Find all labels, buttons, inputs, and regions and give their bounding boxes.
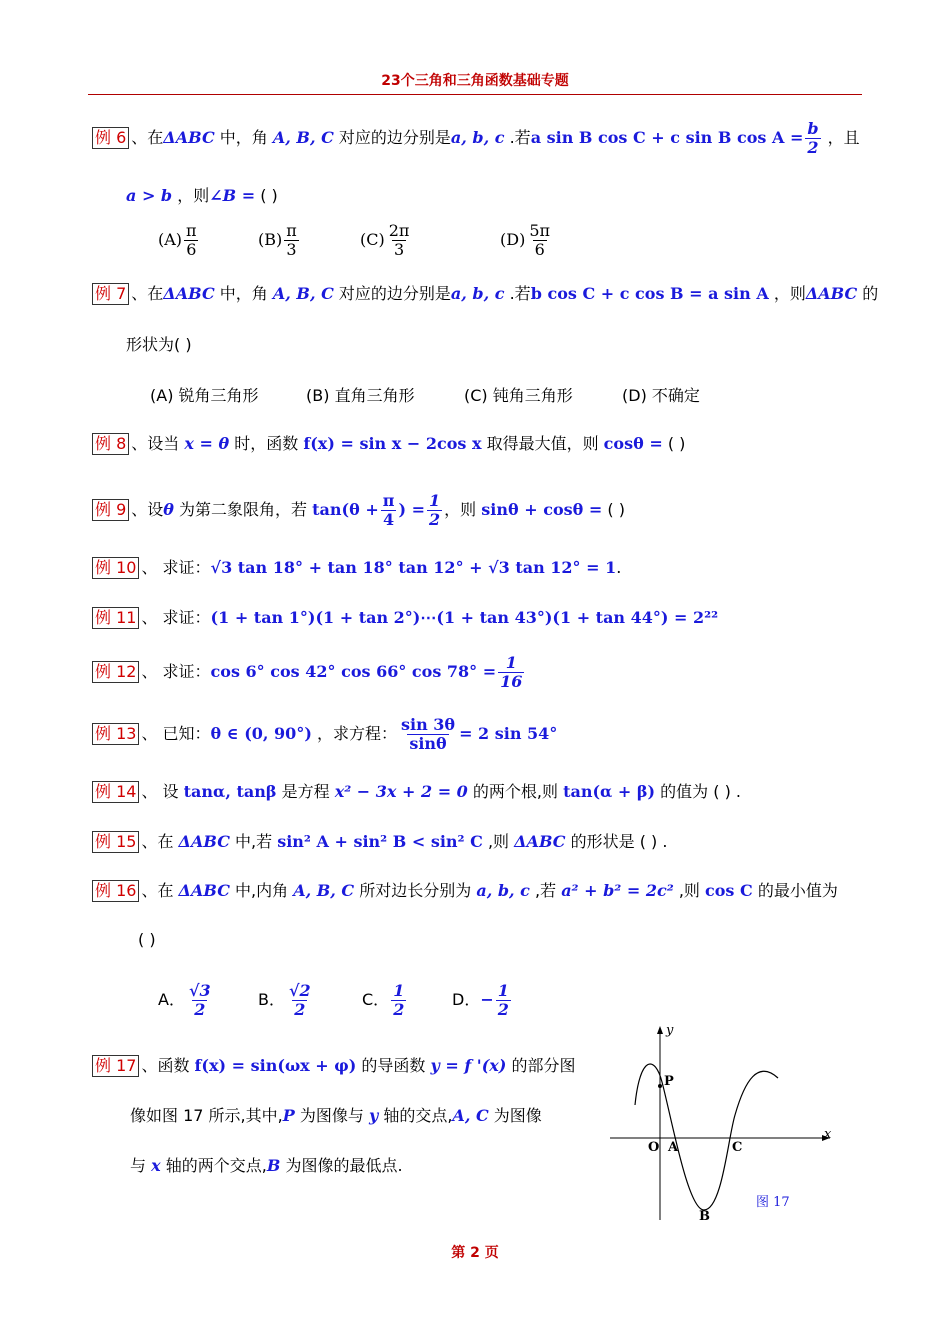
math: ΔABC	[163, 128, 215, 147]
text: 中,内角	[229, 881, 294, 900]
option-c	[362, 982, 408, 1019]
text: 中,若	[229, 832, 278, 851]
denominator: 6	[186, 240, 197, 259]
math: a, b, c	[450, 284, 505, 303]
math: B	[266, 1156, 281, 1175]
option-d	[622, 383, 700, 406]
point-p	[658, 1084, 662, 1088]
math: θ ∈ (0, 90°)	[210, 724, 312, 743]
example-7	[92, 282, 878, 306]
text: 、在	[141, 881, 179, 900]
text: 、 已知：	[141, 724, 211, 743]
text: 所对边长分别为	[354, 881, 477, 900]
denominator: 2	[429, 510, 441, 529]
numerator: 1	[497, 981, 509, 1000]
text: 、在	[131, 128, 164, 147]
numerator: 5π	[529, 221, 551, 240]
text: 的形状是 ( ) .	[565, 832, 668, 851]
fraction	[387, 222, 412, 259]
denominator: 2	[194, 1000, 206, 1019]
math: A, B, C	[272, 128, 334, 147]
label-y-axis: y	[666, 1023, 674, 1038]
option-key: A．	[158, 990, 185, 1009]
option-text: 锐角三角形	[178, 386, 259, 405]
answer-blank: ( )	[255, 186, 278, 205]
math-expression: cos 6° cos 42° cos 66° cos 78° =	[210, 662, 497, 681]
example-17	[92, 1054, 575, 1078]
example-label: 例 16	[92, 880, 139, 902]
text: 是方程	[276, 782, 335, 801]
text: 为图像的最低点.	[280, 1156, 403, 1175]
page-footer: 第 2 页	[451, 1245, 499, 1261]
option-text: 直角三角形	[334, 386, 415, 405]
text: ，则	[444, 500, 482, 519]
example-label: 例 14	[92, 781, 139, 803]
math: θ	[163, 500, 174, 519]
figure-17	[600, 1020, 840, 1225]
numerator: √3	[188, 981, 211, 1000]
fraction	[805, 120, 820, 157]
math-expression: tan(θ +	[312, 500, 379, 519]
numerator: sin 3θ	[400, 715, 456, 734]
example-16	[92, 879, 838, 903]
math: cos C	[705, 881, 753, 900]
figure-caption: 图 17	[756, 1195, 790, 1210]
numerator: π	[186, 221, 197, 240]
math: ΔABC	[514, 832, 566, 851]
math: A, B, C	[293, 881, 355, 900]
text: 为图像与	[294, 1106, 369, 1125]
text: 取得最大值，则	[481, 434, 604, 453]
example-6	[92, 120, 860, 157]
fraction	[287, 982, 313, 1019]
derivative-curve	[635, 1064, 778, 1210]
math: ∠B =	[209, 186, 256, 205]
text: 、 求证：	[141, 662, 211, 681]
math-expression: sin² A + sin² B < sin² C	[277, 832, 483, 851]
fraction	[527, 222, 552, 259]
option-b	[306, 383, 415, 406]
option-c	[464, 383, 573, 406]
numerator: 1	[505, 653, 517, 672]
example-label: 例 10	[92, 557, 139, 579]
denominator: 2	[807, 138, 819, 157]
option-key: (A)	[150, 386, 174, 405]
option-a	[158, 982, 215, 1019]
example-9	[92, 492, 625, 529]
text: 的值为 ( ) .	[655, 782, 742, 801]
denominator: 2	[497, 1000, 509, 1019]
fraction	[391, 982, 406, 1019]
option-key: (C)	[360, 230, 385, 249]
math-expression: a sin B cos C + c sin B cos A =	[530, 128, 804, 147]
text: 轴的交点,	[378, 1106, 453, 1125]
text: 的两个根,则	[467, 782, 564, 801]
option-key: (D)	[500, 230, 526, 249]
denominator: 3	[286, 240, 297, 259]
label-a: A	[668, 1140, 679, 1155]
example-12	[92, 654, 526, 691]
label-x-axis: x	[824, 1127, 832, 1142]
example-16-answer-blank: ( )	[138, 930, 156, 949]
example-11	[92, 606, 718, 630]
option-key: (B)	[306, 386, 330, 405]
text: 为第二象限角，若	[173, 500, 313, 519]
numerator: π	[382, 491, 395, 510]
denominator: 2	[294, 1000, 306, 1019]
text: 中，角	[214, 128, 273, 147]
label-p: P	[664, 1074, 674, 1089]
text: 与	[130, 1156, 152, 1175]
label-b: B	[699, 1209, 710, 1224]
answer-blank: ( )	[662, 434, 686, 453]
math: x	[151, 1156, 161, 1175]
math: tanα, tanβ	[183, 782, 277, 801]
example-6-line-2	[126, 184, 278, 208]
option-d	[500, 222, 554, 259]
numerator: π	[286, 221, 297, 240]
option-d	[452, 982, 513, 1019]
option-b	[258, 982, 315, 1019]
example-15	[92, 830, 667, 854]
option-text: 不确定	[651, 386, 700, 405]
option-c	[360, 222, 413, 259]
example-label: 例 11	[92, 607, 139, 629]
numerator: 1	[429, 491, 441, 510]
text: ,则	[673, 881, 705, 900]
option-key: (A)	[158, 230, 183, 249]
text: 、 求证：	[141, 608, 211, 627]
page-header: 23个三角和三角函数基础专题	[381, 73, 569, 89]
header-divider	[88, 94, 862, 95]
example-label: 例 9	[92, 499, 129, 521]
fraction	[399, 716, 457, 753]
text: 、在	[141, 832, 179, 851]
option-b	[258, 222, 301, 259]
denominator: 4	[383, 510, 395, 529]
fraction	[184, 222, 199, 259]
option-key: C．	[362, 990, 390, 1009]
math-expression: f(x) = sin(ωx + φ)	[194, 1056, 357, 1075]
example-14	[92, 780, 741, 804]
denominator: 6	[534, 240, 545, 259]
math-expression: b cos C + c cos B = a sin A	[530, 284, 769, 303]
math: cosθ =	[603, 434, 663, 453]
option-a	[150, 383, 259, 406]
fraction	[427, 492, 442, 529]
math: a, b, c	[476, 881, 530, 900]
math: a > b	[126, 186, 173, 205]
option-key: (B)	[258, 230, 283, 249]
example-17-line-3	[130, 1154, 403, 1178]
text: 、函数	[141, 1056, 195, 1075]
example-label: 例 8	[92, 433, 129, 455]
fraction	[284, 222, 299, 259]
text: 为图像	[488, 1106, 542, 1125]
text: 、 求证：	[141, 558, 211, 577]
math-expression: f(x) = sin x − 2cos x	[303, 434, 482, 453]
example-8	[92, 432, 685, 456]
sign: −	[480, 990, 494, 1009]
option-a	[158, 222, 201, 259]
text: ，则	[172, 186, 210, 205]
numerator: 2π	[388, 221, 410, 240]
text: ,则	[482, 832, 515, 851]
text: ，求方程：	[311, 724, 397, 743]
example-label: 例 7	[92, 283, 129, 305]
denominator: sinθ	[409, 734, 447, 753]
text: 像如图 17 所示,其中,	[130, 1106, 283, 1125]
text: 对应的边分别是	[333, 284, 451, 303]
option-key: (D)	[622, 386, 647, 405]
text: 的部分图	[506, 1056, 576, 1075]
text: .若	[504, 284, 531, 303]
text: 的最小值为	[752, 881, 838, 900]
text: 中，角	[214, 284, 273, 303]
math-expression: a² + b² = 2c²	[561, 881, 674, 900]
math: A, B, C	[272, 284, 334, 303]
math: P	[282, 1106, 295, 1125]
math: sinθ + cosθ =	[481, 500, 603, 519]
math: x = θ	[184, 434, 230, 453]
math-expression: √3 tan 18° + tan 18° tan 12° + √3 tan 12° = 1	[210, 558, 617, 577]
text: 、设当	[131, 434, 185, 453]
denominator: 16	[500, 672, 523, 691]
option-text: 钝角三角形	[492, 386, 573, 405]
numerator: 1	[393, 981, 405, 1000]
y-axis-arrow-icon	[657, 1026, 663, 1034]
answer-blank: ( )	[602, 500, 625, 519]
text: ,若	[529, 881, 562, 900]
text: .	[616, 558, 622, 577]
text: ，则	[768, 284, 806, 303]
math-expression: (1 + tan 1°)(1 + tan 2°)⋯(1 + tan 43°)(1 + tan 44°) = 2²²	[210, 608, 719, 627]
math: tan(α + β)	[563, 782, 656, 801]
option-key: (C)	[464, 386, 488, 405]
text: 、设	[131, 500, 164, 519]
math: y	[368, 1106, 379, 1125]
math: a, b, c	[450, 128, 505, 147]
fraction	[381, 492, 397, 529]
label-origin: O	[648, 1140, 660, 1155]
example-label: 例 6	[92, 127, 129, 149]
example-label: 例 13	[92, 723, 139, 745]
option-key: D．	[452, 990, 481, 1009]
math-expression: ) =	[398, 500, 426, 519]
example-label: 例 15	[92, 831, 139, 853]
text: .若	[504, 128, 531, 147]
math: ΔABC	[178, 832, 230, 851]
text: 的	[857, 284, 879, 303]
denominator: 3	[393, 240, 405, 259]
math: ΔABC	[805, 284, 858, 303]
fraction	[498, 654, 524, 691]
math: A, C	[452, 1106, 489, 1125]
fraction	[496, 982, 511, 1019]
denominator: 2	[393, 1000, 405, 1019]
example-17-line-2	[130, 1104, 542, 1128]
math-expression: = 2 sin 54°	[459, 724, 558, 743]
math: ΔABC	[163, 284, 215, 303]
fraction	[187, 982, 213, 1019]
example-10	[92, 556, 621, 580]
text: ，且	[822, 128, 860, 147]
option-key: B．	[258, 990, 285, 1009]
label-c: C	[732, 1140, 743, 1155]
numerator: √2	[288, 981, 311, 1000]
text: 、在	[131, 284, 164, 303]
example-label: 例 12	[92, 661, 139, 683]
math-expression: x² − 3x + 2 = 0	[334, 782, 468, 801]
example-13	[92, 716, 557, 753]
text: 对应的边分别是	[333, 128, 451, 147]
text: 时，函数	[229, 434, 304, 453]
example-label: 例 17	[92, 1055, 139, 1077]
text: 轴的两个交点,	[160, 1156, 267, 1175]
math: ΔABC	[178, 881, 230, 900]
text: 、 设	[141, 782, 184, 801]
text: 的导函数	[356, 1056, 431, 1075]
numerator: b	[807, 119, 819, 138]
math-expression: y = f '(x)	[430, 1056, 507, 1075]
example-7-line-2: 形状为( )	[126, 335, 192, 354]
